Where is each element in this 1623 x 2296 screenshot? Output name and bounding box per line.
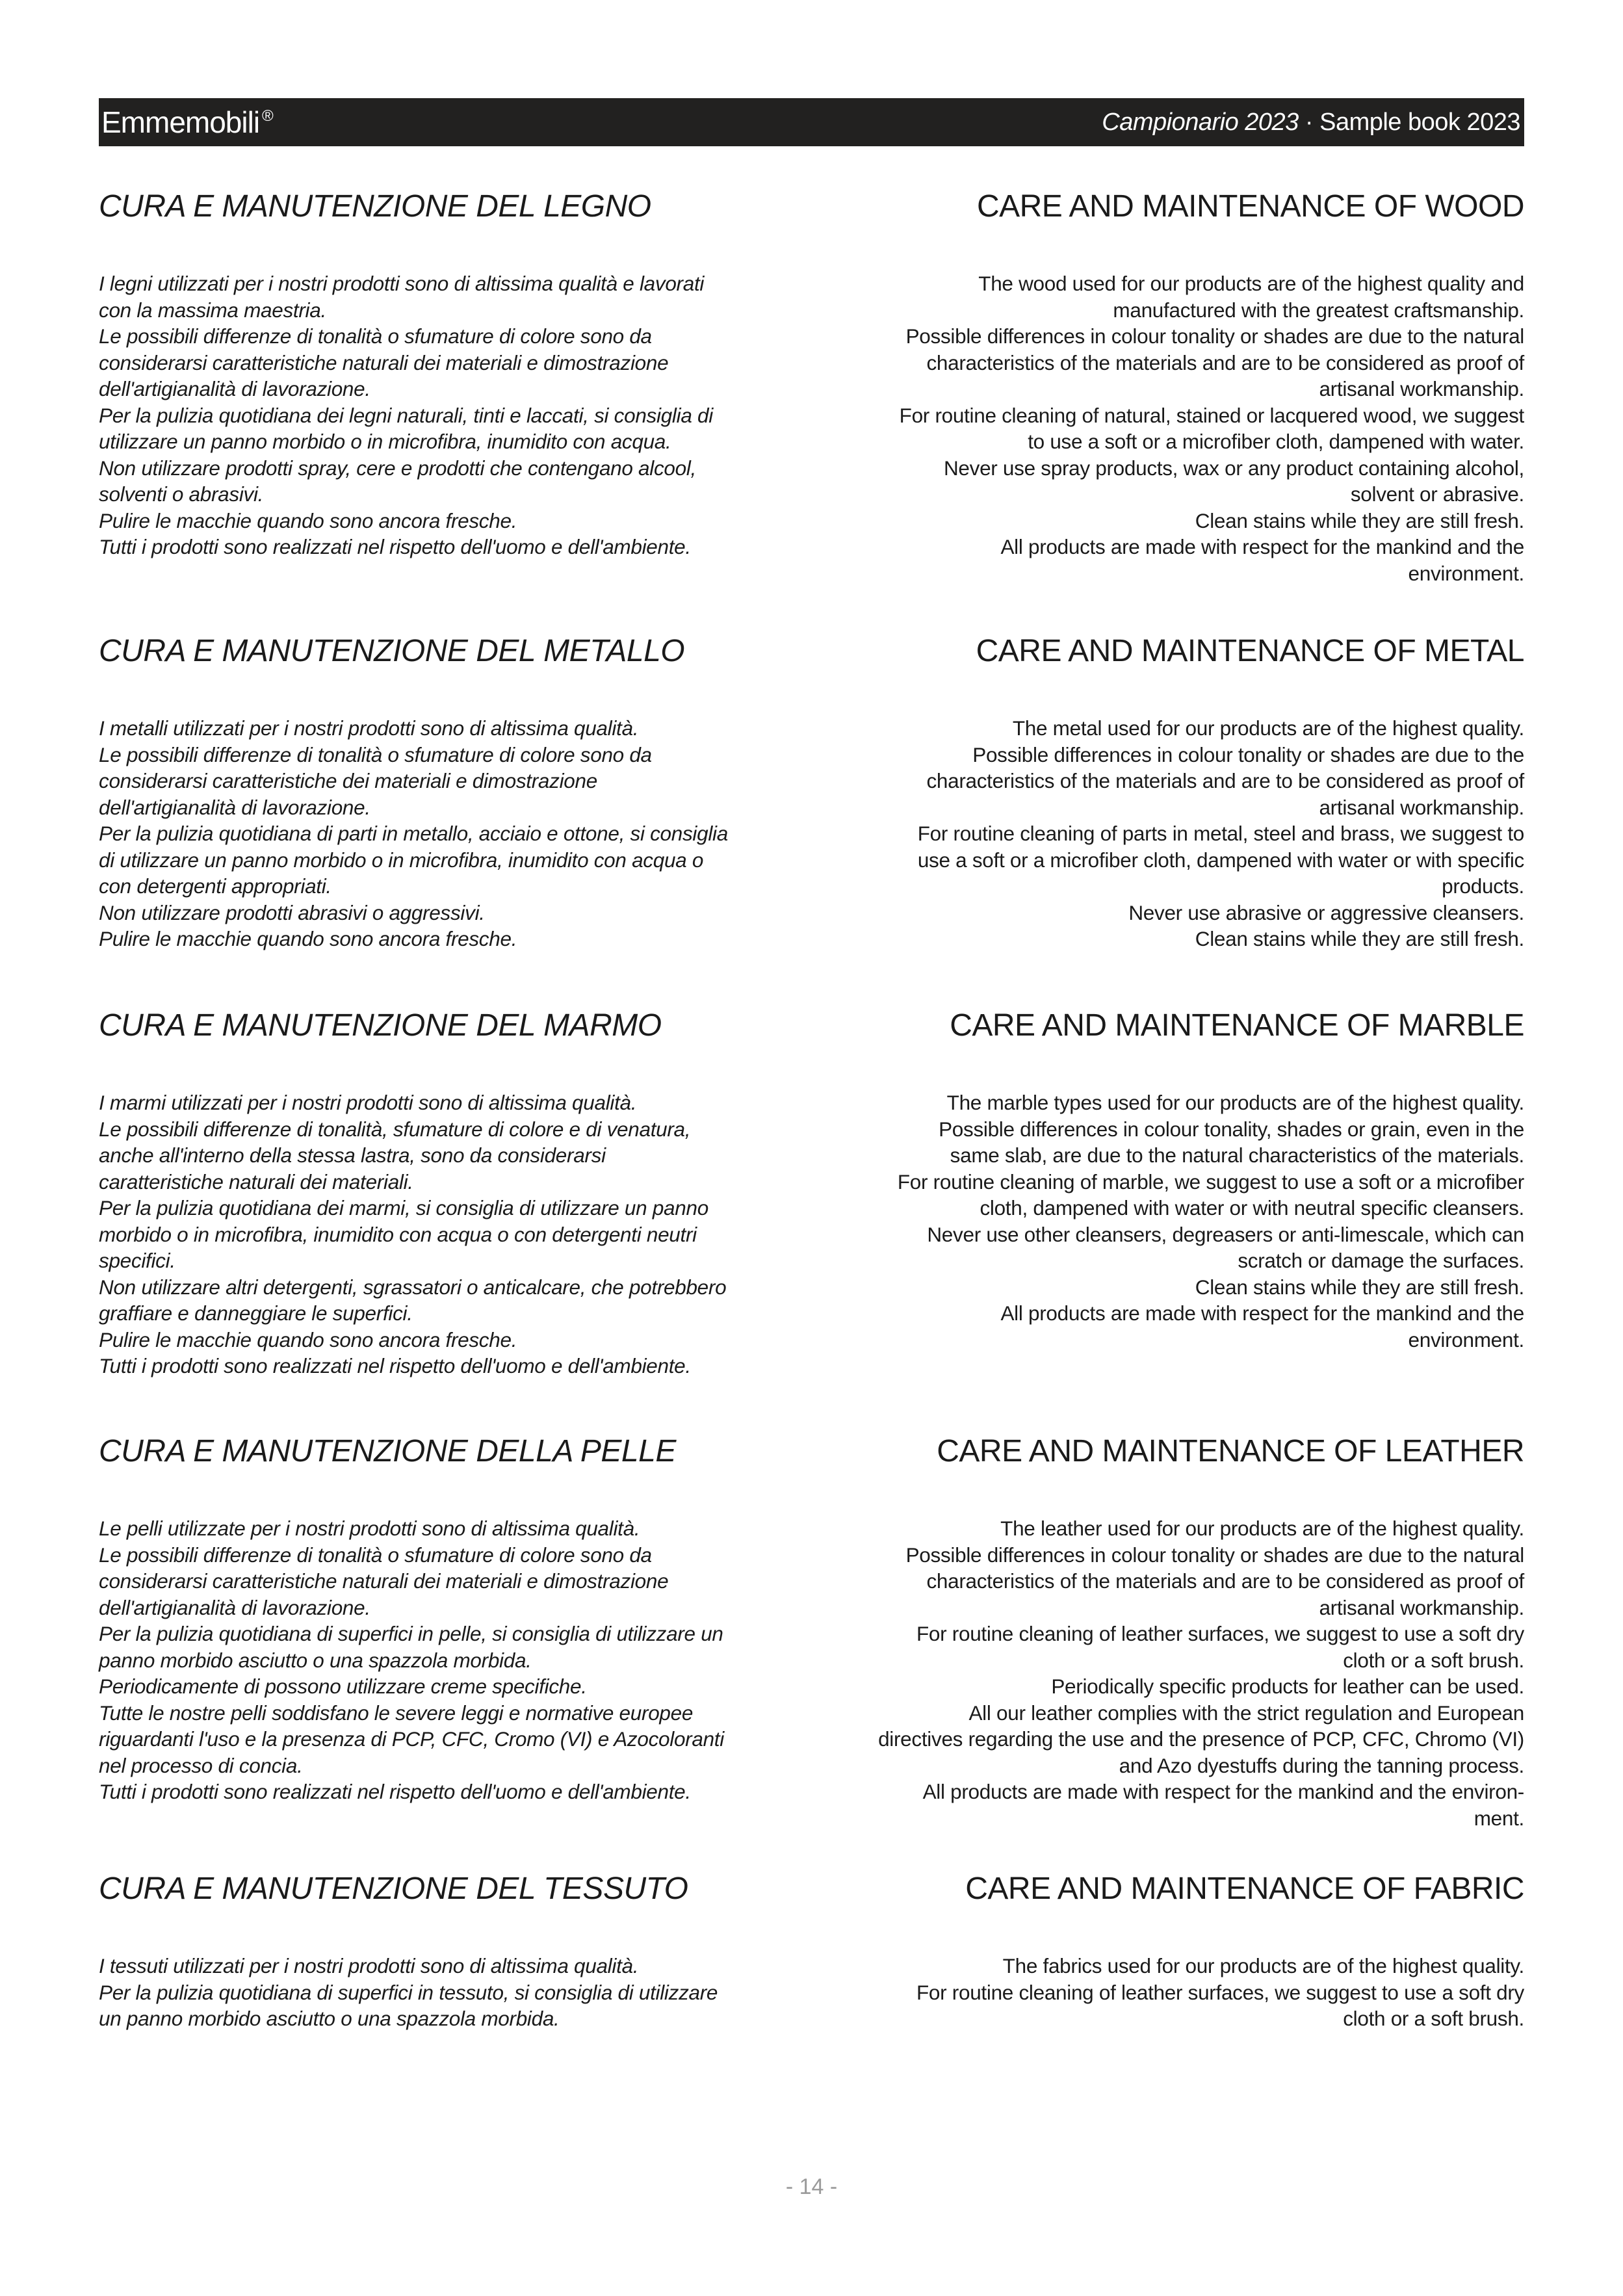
body-line: to use a soft or a microfiber cloth, dampened with water.	[1028, 430, 1524, 453]
header-subtitle	[1102, 109, 1520, 137]
header-bar	[99, 98, 1524, 146]
body-line: Clean stains while they are still fresh.	[1195, 927, 1524, 950]
section-body-en	[916, 1953, 1524, 2032]
body-line: artisanal workmanship.	[1319, 1595, 1524, 1619]
body-line: riguardanti l'uso e la presenza di PCP, CFC, Cromo (VI) e Azocoloranti	[99, 1727, 724, 1751]
body-line: The wood used for our products are of the highest quality and	[978, 272, 1524, 295]
body-line: All products are made with respect for the mankind and the	[1000, 535, 1524, 558]
body-line: characteristics of the materials and are to be considered as proof of	[926, 769, 1524, 792]
body-line: Tutte le nostre pelli soddisfano le severe leggi e normative europee	[99, 1701, 694, 1725]
section-title-en: CARE AND MAINTENANCE OF MARBLE	[950, 1008, 1524, 1043]
registered-mark: ®	[262, 107, 273, 125]
body-line: Le pelli utilizzate per i nostri prodotti sono di altissima qualità.	[99, 1517, 640, 1540]
brand-name: Emmemobili	[101, 105, 260, 139]
body-line: solvent or abrasive.	[1350, 482, 1524, 506]
body-line: Per la pulizia quotidiana di superfici in tessuto, si consiglia di utilizzare	[99, 1980, 718, 2004]
body-line: un panno morbido asciutto o una spazzola morbida.	[99, 2007, 560, 2030]
section-title-en: CARE AND MAINTENANCE OF WOOD	[976, 189, 1524, 224]
body-line: Per la pulizia quotidiana di superfici in pelle, si consiglia di utilizzare un	[99, 1622, 723, 1645]
section-title-it: CURA E MANUTENZIONE DEL MARMO	[99, 1008, 662, 1043]
body-line: Per la pulizia quotidiana dei legni naturali, tinti e laccati, si consiglia di	[99, 403, 713, 427]
section-title-en: CARE AND MAINTENANCE OF FABRIC	[965, 1872, 1524, 1906]
section-body-en	[918, 715, 1524, 952]
body-line: utilizzare un panno morbido o in microfibra, inumidito con acqua.	[99, 430, 671, 453]
section-body-en	[900, 270, 1524, 586]
body-line: con la massima maestria.	[99, 298, 326, 322]
body-line: same slab, are due to the natural characteristics of the materials.	[950, 1143, 1524, 1167]
body-line: Non utilizzare prodotti abrasivi o aggressivi.	[99, 900, 485, 924]
body-line: Le possibili differenze di tonalità o sfumature di colore sono da	[99, 324, 652, 348]
body-line: Le possibili differenze di tonalità o sfumature di colore sono da	[99, 1543, 652, 1567]
body-line: Tutti i prodotti sono realizzati nel rispetto dell'uomo e dell'ambiente.	[99, 535, 691, 558]
body-line: manufactured with the greatest craftsmanship.	[1113, 298, 1524, 322]
body-line: All our leather complies with the strict regulation and European	[968, 1701, 1524, 1725]
body-line: The leather used for our products are of the highest quality.	[1000, 1517, 1524, 1540]
section-body-en	[878, 1515, 1524, 1831]
body-line: di utilizzare un panno morbido o in microfibra, inumidito con acqua o	[99, 848, 704, 872]
body-line: Le possibili differenze di tonalità, sfumature di colore e di venatura,	[99, 1117, 691, 1141]
body-line: Possible differences in colour tonality or shades are due to the natural	[905, 324, 1524, 348]
body-line: Non utilizzare altri detergenti, sgrassatori o anticalcare, che potrebbero	[99, 1275, 727, 1299]
section-title-it: CURA E MANUTENZIONE DELLA PELLE	[99, 1434, 676, 1468]
body-line: specifici.	[99, 1249, 175, 1272]
section-title-it: CURA E MANUTENZIONE DEL TESSUTO	[99, 1872, 688, 1906]
body-line: environment.	[1408, 1327, 1524, 1351]
body-line: scratch or damage the surfaces.	[1238, 1249, 1524, 1272]
section-body-it	[99, 1953, 718, 2032]
body-line: use a soft or a microfiber cloth, dampened with water or with specific	[917, 848, 1524, 872]
body-line: Clean stains while they are still fresh.	[1195, 1275, 1524, 1299]
body-line: products.	[1442, 874, 1524, 898]
body-line: artisanal workmanship.	[1319, 795, 1524, 819]
body-line: considerarsi caratteristiche dei materiali e dimostrazione	[99, 769, 597, 792]
body-line: ment.	[1474, 1806, 1524, 1830]
body-line: For routine cleaning of natural, stained or lacquered wood, we suggest	[899, 403, 1524, 427]
body-line: Periodically specific products for leather can be used.	[1051, 1675, 1524, 1698]
section-title-it: CURA E MANUTENZIONE DEL METALLO	[99, 634, 685, 668]
body-line: considerarsi caratteristiche naturali dei materiali e dimostrazione	[99, 1569, 669, 1593]
body-line: con detergenti appropriati.	[99, 874, 331, 898]
body-line: For routine cleaning of leather surfaces, we suggest to use a soft dry	[916, 1622, 1524, 1645]
body-line: characteristics of the materials and are to be considered as proof of	[926, 1569, 1524, 1593]
page-number: - 14 -	[785, 2174, 838, 2199]
body-line: The marble types used for our products are of the highest quality.	[946, 1091, 1524, 1114]
section-title-en: CARE AND MAINTENANCE OF LEATHER	[937, 1434, 1524, 1468]
section-title-en: CARE AND MAINTENANCE OF METAL	[976, 634, 1524, 668]
body-line: morbido o in microfibra, inumidito con acqua o con detergenti neutri	[99, 1222, 697, 1246]
body-line: Per la pulizia quotidiana dei marmi, si consiglia di utilizzare un panno	[99, 1196, 708, 1220]
body-line: graffiare e danneggiare le superfici.	[99, 1301, 413, 1325]
body-line: Possible differences in colour tonality, shades or grain, even in the	[939, 1117, 1524, 1141]
subtitle-separator: ·	[1298, 109, 1320, 136]
body-line: characteristics of the materials and are to be considered as proof of	[926, 350, 1524, 374]
body-line: For routine cleaning of marble, we suggest to use a soft or a microfiber	[897, 1169, 1524, 1194]
body-line: panno morbido asciutto o una spazzola morbida.	[99, 1648, 532, 1672]
body-line: Per la pulizia quotidiana di parti in metallo, acciaio e ottone, si consiglia	[99, 822, 728, 845]
body-line: The metal used for our products are of the highest quality.	[1012, 716, 1524, 740]
body-line: dell'artigianalità di lavorazione.	[99, 795, 370, 819]
body-line: All products are made with respect for the mankind and the environ-	[922, 1780, 1524, 1803]
body-line: The fabrics used for our products are of the highest quality.	[1002, 1954, 1524, 1977]
body-line: Clean stains while they are still fresh.	[1195, 508, 1524, 532]
body-line: Pulire le macchie quando sono ancora fresche.	[99, 927, 517, 950]
section-body-it	[99, 1089, 726, 1379]
body-line: considerarsi caratteristiche naturali dei materiali e dimostrazione	[99, 350, 669, 374]
body-line: Never use spray products, wax or any product containing alcohol,	[943, 456, 1524, 480]
body-line: dell'artigianalità di lavorazione.	[99, 1595, 370, 1619]
body-line: Non utilizzare prodotti spray, cere e prodotti che contengano alcool,	[99, 456, 697, 480]
body-line: Periodicamente di possono utilizzare creme specifiche.	[99, 1675, 587, 1698]
body-line: Never use other cleansers, degreasers or anti-limescale, which can	[927, 1222, 1524, 1246]
brand-logo	[101, 105, 273, 140]
section-body-it	[99, 270, 713, 560]
body-line: anche all'interno della stessa lastra, sono da considerarsi	[99, 1143, 606, 1167]
body-line: Tutti i prodotti sono realizzati nel rispetto dell'uomo e dell'ambiente.	[99, 1354, 691, 1377]
body-line: cloth or a soft brush.	[1343, 2007, 1524, 2030]
body-line: I metalli utilizzati per i nostri prodotti sono di altissima qualità.	[99, 716, 639, 740]
body-line: dell'artigianalità di lavorazione.	[99, 377, 370, 400]
body-line: I tessuti utilizzati per i nostri prodotti sono di altissima qualità.	[99, 1954, 639, 1977]
body-line: Pulire le macchie quando sono ancora fresche.	[99, 508, 517, 532]
body-line: Pulire le macchie quando sono ancora fresche.	[99, 1327, 517, 1351]
body-line: Never use abrasive or aggressive cleansers.	[1128, 900, 1524, 924]
body-line: Possible differences in colour tonality or shades are due to the	[972, 742, 1524, 766]
body-line: Possible differences in colour tonality or shades are due to the natural	[905, 1543, 1524, 1567]
body-line: Le possibili differenze di tonalità o sfumature di colore sono da	[99, 742, 652, 766]
body-line: caratteristiche naturali dei materiali.	[99, 1169, 413, 1194]
body-line: cloth or a soft brush.	[1343, 1648, 1524, 1672]
body-line: For routine cleaning of parts in metal, steel and brass, we suggest to	[917, 822, 1524, 845]
section-body-en	[898, 1089, 1524, 1353]
body-line: artisanal workmanship.	[1319, 377, 1524, 400]
body-line: I legni utilizzati per i nostri prodotti sono di altissima qualità e lavorati	[99, 272, 705, 295]
section-body-it	[99, 1515, 724, 1805]
body-line: and Azo dyestuffs during the tanning process.	[1119, 1753, 1524, 1777]
body-line: All products are made with respect for the mankind and the	[1000, 1301, 1524, 1325]
body-line: For routine cleaning of leather surfaces, we suggest to use a soft dry	[916, 1980, 1524, 2004]
body-line: Tutti i prodotti sono realizzati nel rispetto dell'uomo e dell'ambiente.	[99, 1780, 691, 1803]
body-line: environment.	[1408, 561, 1524, 585]
section-body-it	[99, 715, 728, 952]
body-line: directives regarding the use and the presence of PCP, CFC, Chromo (VI)	[878, 1727, 1524, 1751]
body-line: cloth, dampened with water or with neutral specific cleansers.	[980, 1196, 1524, 1220]
body-line: nel processo di concia.	[99, 1753, 303, 1777]
subtitle-it: Campionario 2023	[1102, 109, 1299, 136]
subtitle-en: Sample book 2023	[1319, 109, 1520, 136]
body-line: I marmi utilizzati per i nostri prodotti sono di altissima qualità.	[99, 1091, 637, 1114]
section-title-it: CURA E MANUTENZIONE DEL LEGNO	[99, 189, 651, 224]
body-line: solventi o abrasivi.	[99, 482, 264, 506]
